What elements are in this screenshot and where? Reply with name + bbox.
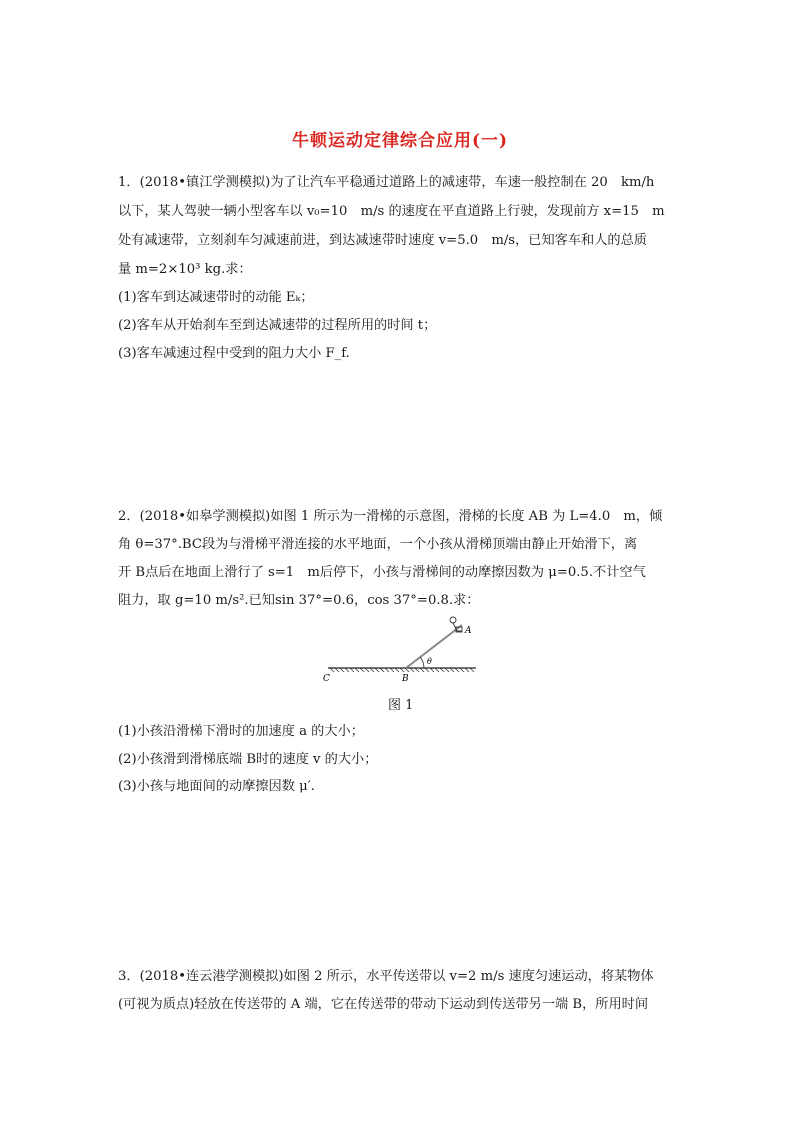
q3-line-1: 3．(2018•连云港学测模拟)如图 2 所示，水平传送带以 v=2 m/s 速度匀速运动，将某物体 bbox=[118, 969, 654, 984]
q1-line-2: 以下，某人驾驶一辆小型客车以 v₀=10 m/s 的速度在平直道路上行驶，发现前方 x=15 m bbox=[118, 204, 665, 219]
label-theta: θ bbox=[427, 657, 432, 666]
q3-line-2: (可视为质点)轻放在传送带的 A 端，它在传送带的带动下运动到传送带另一端 B，所用时间 bbox=[118, 997, 649, 1012]
figure-caption: 图 1 bbox=[388, 698, 414, 713]
q1-subquestion-1: (1)客车到达减速带时的动能 Eₖ； bbox=[118, 290, 314, 305]
label-c: C bbox=[323, 674, 330, 684]
label-b: B bbox=[402, 674, 409, 684]
q2-subquestion-2: (2)小孩滑到滑梯底端 B时的速度 v 的大小； bbox=[118, 752, 378, 767]
q1-line-3: 处有减速带，立刻刹车匀减速前进，到达减速带时速度 v=5.0 m/s，已知客车和人的总质 bbox=[118, 233, 647, 248]
slide-line-ab bbox=[406, 625, 462, 668]
q2-line-2: 角 θ=37°.BC段为与滑梯平滑连接的水平地面，一个小孩从滑梯顶端由静止开始滑下，离 bbox=[118, 537, 638, 552]
q1-subquestion-3: (3)客车减速过程中受到的阻力大小 F_f. bbox=[118, 346, 350, 361]
q2-line-3: 开 B点后在地面上滑行了 s=1 m后停下，小孩与滑梯间的动摩擦因数为 μ=0.5.不计空气 bbox=[118, 565, 646, 580]
q1-line-4: 量 m=2×10³ kg.求： bbox=[118, 262, 252, 277]
q2-subquestion-3: (3)小孩与地面间的动摩擦因数 μ′. bbox=[118, 779, 315, 794]
page-title: 牛顿运动定律综合应用(一) bbox=[291, 131, 509, 151]
q1-line-1: 1．(2018•镇江学测模拟)为了让汽车平稳通过道路上的减速带，车速一般控制在 20 km/h bbox=[118, 175, 655, 190]
q2-line-4: 阻力，取 g=10 m/s².已知sin 37°=0.6，cos 37°=0.8.求： bbox=[118, 593, 480, 608]
label-a: A bbox=[465, 626, 472, 636]
angle-arc bbox=[420, 657, 424, 668]
q2-subquestion-1: (1)小孩沿滑梯下滑时的加速度 a 的大小； bbox=[118, 724, 364, 739]
child-head-icon bbox=[450, 617, 456, 623]
q2-line-1: 2．(2018•如皋学测模拟)如图 1 所示为一滑梯的示意图，滑梯的长度 AB 为 L=4.0 m，倾 bbox=[118, 509, 663, 524]
q1-subquestion-2: (2)客车从开始刹车至到达减速带的过程所用的时间 t； bbox=[118, 318, 437, 333]
slide-diagram bbox=[310, 612, 490, 688]
